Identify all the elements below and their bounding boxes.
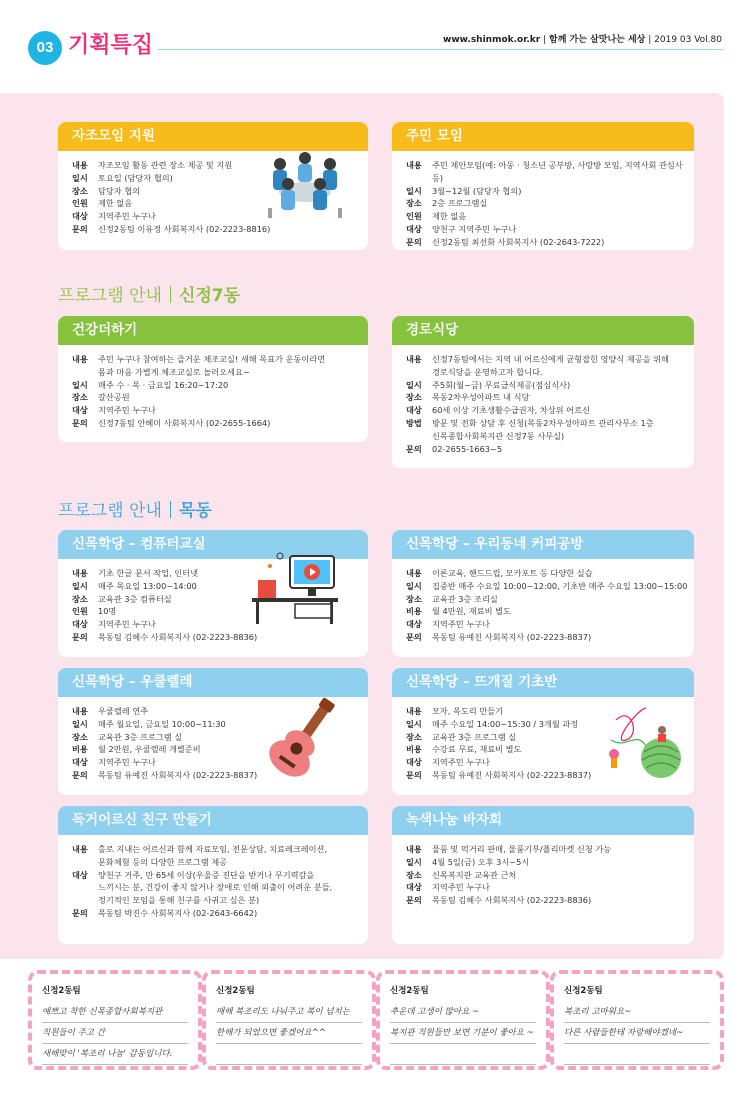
message-note bbox=[376, 970, 550, 1070]
info-row bbox=[406, 881, 694, 894]
info-row bbox=[72, 417, 368, 430]
info-key: 내용 bbox=[406, 160, 422, 170]
info-value: 지역주민 누구나 bbox=[432, 882, 490, 893]
info-value: 매주 목요일 13:00~14:00 bbox=[98, 580, 197, 591]
issue-meta: www.shinmok.or.kr | 함께 가는 살맛나는 세상 | 2019 03 Vol.80 bbox=[443, 35, 722, 45]
info-value: 목동2차우성아파트 내 식당 bbox=[432, 392, 530, 403]
info-row bbox=[406, 391, 694, 404]
info-key: 문의 bbox=[406, 236, 422, 247]
info-value: 월 2만원, 우쿨렐레 개별준비 bbox=[98, 744, 201, 755]
info-value: 홀로 지내는 어르신과 함께 자료모임, 전문상담, 치료레크레이션, 문화체험 등의 다양한 프로그램 제공 bbox=[98, 844, 328, 867]
info-key: 문의 bbox=[72, 769, 88, 780]
card-title: 녹색나눔 바자회 bbox=[392, 806, 694, 835]
yarn-ball-icon bbox=[606, 700, 690, 780]
note-line: 한해가 되었으면 좋겠어요^^ bbox=[216, 1023, 362, 1044]
info-key: 문의 bbox=[406, 631, 422, 642]
info-value: 교육관 3층 컴퓨터실 bbox=[98, 593, 172, 604]
info-value: 지역주민 누구나 bbox=[98, 619, 156, 630]
info-row bbox=[406, 631, 694, 644]
info-row bbox=[72, 631, 368, 644]
info-value: 신목복지관 교육관 근처 bbox=[432, 869, 517, 880]
message-notes bbox=[28, 970, 724, 1070]
info-row bbox=[406, 236, 694, 249]
info-key: 일시 bbox=[406, 856, 422, 867]
info-value: 교육관 3층 프로그램 실 bbox=[98, 731, 183, 742]
info-value: 60세 이상 기초생활수급권자, 차상위 어르신 bbox=[432, 405, 590, 416]
info-value: 목동팀 김혜수 사회복지사 (02-2223-8836) bbox=[98, 631, 258, 642]
page-header bbox=[0, 0, 752, 80]
info-value: 교육관 3층 프로그램 실 bbox=[432, 731, 517, 742]
info-row bbox=[406, 197, 694, 210]
card-green-bazaar bbox=[392, 806, 694, 944]
info-row bbox=[406, 843, 694, 856]
info-key: 방법 bbox=[406, 417, 422, 428]
note-title: 신정2동팀 bbox=[564, 986, 603, 996]
info-key: 내용 bbox=[406, 706, 422, 716]
info-row bbox=[406, 580, 694, 593]
info-row bbox=[72, 907, 368, 920]
info-value: 목동팀 유예진 사회복지사 (02-2223-8837) bbox=[432, 769, 592, 780]
info-key: 인원 bbox=[406, 211, 422, 222]
info-value: 목동팀 유예진 사회복지사 (02-2223-8837) bbox=[98, 769, 258, 780]
info-key: 내용 bbox=[72, 706, 88, 716]
section-title: 기획특집 bbox=[68, 33, 154, 58]
info-value: 우쿨렐레 연주 bbox=[98, 706, 149, 716]
note-line bbox=[216, 1044, 362, 1065]
info-key: 장소 bbox=[406, 392, 422, 403]
card-title: 건강더하기 bbox=[58, 316, 368, 345]
info-value: 목동팀 박진수 사회복지사 (02-2643-6642) bbox=[98, 907, 258, 918]
info-key: 장소 bbox=[406, 593, 422, 604]
section-heading-name: 목동 bbox=[178, 501, 212, 521]
card-body bbox=[392, 151, 694, 249]
info-key: 비용 bbox=[406, 606, 422, 617]
info-value: 3월~12월 (담당자 협의) bbox=[432, 185, 522, 196]
info-value: 02-2655-1663~5 bbox=[432, 443, 503, 454]
section-number-badge: 03 bbox=[28, 31, 62, 65]
section-heading-prefix: 프로그램 안내 bbox=[58, 286, 162, 306]
info-row bbox=[406, 185, 694, 198]
info-row bbox=[72, 223, 368, 236]
info-value: 지역주민 누구나 bbox=[98, 211, 156, 222]
card-body bbox=[392, 835, 694, 907]
info-key: 비용 bbox=[72, 744, 88, 755]
info-key: 대상 bbox=[406, 223, 422, 234]
info-key: 문의 bbox=[72, 907, 88, 918]
info-value: 주민 제안모임(예: 아동 · 청소년 공부방, 사랑방 모임, 지역사회 관심사 등) bbox=[432, 160, 683, 183]
card-title: 독거어르신 친구 만들기 bbox=[58, 806, 368, 835]
card-senior-dining bbox=[392, 316, 694, 468]
info-value: 이론교육, 핸드드립, 모카포트 등 다양한 실습 bbox=[432, 568, 593, 578]
info-key: 장소 bbox=[406, 198, 422, 209]
card-title: 신목학당 – 우쿨렐레 bbox=[58, 668, 368, 697]
info-value: 목동팀 김혜수 사회복지사 (02-2223-8836) bbox=[432, 895, 592, 906]
info-key: 문의 bbox=[406, 895, 422, 906]
info-key: 대상 bbox=[406, 619, 422, 630]
info-key: 일시 bbox=[406, 379, 422, 390]
info-row bbox=[406, 223, 694, 236]
info-key: 일시 bbox=[72, 718, 88, 729]
info-row bbox=[72, 869, 368, 907]
info-value: 매주 수요일 14:00~15:30 / 3개월 과정 bbox=[432, 718, 579, 729]
info-value: 매주 월요일, 금요일 10:00~11:30 bbox=[98, 718, 226, 729]
note-line: 추운데 고생이 많아요 ~ bbox=[390, 1002, 536, 1023]
info-value: 갈산공원 bbox=[98, 392, 130, 403]
card-body bbox=[392, 559, 694, 644]
info-row bbox=[406, 443, 694, 456]
info-key: 일시 bbox=[72, 172, 88, 183]
note-line: 예쁘고 착한 신목종합사회복지관 bbox=[42, 1002, 188, 1023]
note-line: 복지관 직원들만 보면 기분이 좋아요 ~ bbox=[390, 1023, 536, 1044]
message-note bbox=[550, 970, 724, 1070]
info-value: 양천구 지역주민 누구나 bbox=[432, 223, 517, 234]
info-row bbox=[72, 843, 368, 869]
info-key: 내용 bbox=[72, 354, 88, 364]
card-body bbox=[58, 345, 368, 430]
info-row bbox=[406, 869, 694, 882]
note-line: 매해 복조리도 나눠주고 복이 넘치는 bbox=[216, 1002, 362, 1023]
card-coffee-workshop bbox=[392, 530, 694, 657]
info-key: 문의 bbox=[406, 443, 422, 454]
info-key: 일시 bbox=[406, 718, 422, 729]
info-key: 문의 bbox=[72, 223, 88, 234]
info-key: 장소 bbox=[72, 593, 88, 604]
website-link[interactable]: www.shinmok.or.kr bbox=[443, 35, 541, 45]
card-title: 신목학당 – 우리동네 커피공방 bbox=[392, 530, 694, 559]
card-title: 신목학당 – 컴퓨터교실 bbox=[58, 530, 368, 559]
info-key: 장소 bbox=[72, 731, 88, 742]
info-value: 신정7동팀 안혜미 사회복지사 (02-2655-1664) bbox=[98, 417, 271, 428]
info-key: 인원 bbox=[72, 606, 88, 617]
info-key: 대상 bbox=[72, 619, 88, 630]
info-value: 신정7동팀에서는 지역 내 어르신에게 균형잡힌 영양식 제공을 위해 경로식당을 운영하고자 합니다. bbox=[432, 354, 669, 377]
note-title: 신정2동팀 bbox=[390, 986, 429, 996]
info-row bbox=[72, 391, 368, 404]
info-key: 대상 bbox=[406, 882, 422, 893]
info-value: 집중반 매주 수요일 10:00~12:00, 기초반 매주 수요일 13:00~15:00 bbox=[432, 580, 688, 591]
card-title: 자조모임 지원 bbox=[58, 122, 368, 151]
info-value: 신정2동팀 이유정 사회복지사 (02-2223-8816) bbox=[98, 223, 271, 234]
info-value: 10명 bbox=[98, 606, 117, 617]
info-value: 토요일 (담당자 협의) bbox=[98, 172, 173, 183]
card-senior-friends bbox=[58, 806, 368, 944]
info-value: 방문 및 전화 상담 후 신청(목동2차우성아파트 관리사무소 1층 신목종합사회복지관 신정7동 사무실) bbox=[432, 417, 654, 441]
info-row bbox=[406, 353, 694, 379]
slogan: 함께 가는 살맛나는 세상 bbox=[549, 35, 646, 45]
info-key: 문의 bbox=[72, 417, 88, 428]
info-key: 내용 bbox=[406, 568, 422, 578]
info-row bbox=[406, 379, 694, 392]
info-row bbox=[406, 159, 694, 185]
info-value: 담당자 협의 bbox=[98, 185, 141, 196]
info-row bbox=[72, 404, 368, 417]
info-key: 장소 bbox=[406, 869, 422, 880]
card-title: 경로식당 bbox=[392, 316, 694, 345]
section-heading-sinjeong7 bbox=[58, 285, 240, 307]
info-key: 내용 bbox=[72, 568, 88, 578]
card-health-plus bbox=[58, 316, 368, 442]
info-key: 내용 bbox=[406, 844, 422, 854]
card-body bbox=[58, 835, 368, 920]
info-value: 신정2동팀 최선화 사회복지사 (02-2643-7222) bbox=[432, 236, 605, 247]
info-key: 대상 bbox=[406, 757, 422, 768]
info-row bbox=[406, 894, 694, 907]
info-value: 물품 및 먹거리 판매, 물품기부/플리마켓 신청 가능 bbox=[432, 844, 612, 854]
issue-label: 2019 03 Vol.80 bbox=[654, 35, 722, 45]
info-key: 비용 bbox=[406, 744, 422, 755]
info-key: 문의 bbox=[72, 631, 88, 642]
info-key: 내용 bbox=[406, 354, 422, 364]
note-line: 복조리 고마워요~ bbox=[564, 1002, 710, 1023]
info-key: 대상 bbox=[72, 211, 88, 222]
info-row bbox=[406, 417, 694, 443]
info-value: 월 4만원, 재료비 별도 bbox=[432, 606, 511, 617]
info-value: 지역주민 누구나 bbox=[432, 619, 490, 630]
info-value: 2층 프로그램실 bbox=[432, 198, 488, 209]
info-key: 문의 bbox=[406, 769, 422, 780]
meeting-people-icon bbox=[260, 150, 350, 220]
computer-desk-icon bbox=[250, 548, 340, 628]
info-value: 지역주민 누구나 bbox=[98, 405, 156, 416]
card-title: 주민 모임 bbox=[392, 122, 694, 151]
info-value: 지역주민 누구나 bbox=[432, 757, 490, 768]
note-line: 새해맞이 '복조리 나눔' 감동입니다. bbox=[42, 1044, 188, 1065]
info-value: 지역주민 누구나 bbox=[98, 757, 156, 768]
info-row bbox=[406, 618, 694, 631]
info-value: 제한 없음 bbox=[98, 198, 133, 209]
info-row bbox=[406, 567, 694, 580]
info-value: 자조모임 활동 관련 장소 제공 및 지원 bbox=[98, 160, 233, 170]
info-row bbox=[406, 856, 694, 869]
info-key: 대상 bbox=[72, 757, 88, 768]
info-row bbox=[72, 379, 368, 392]
info-row bbox=[406, 210, 694, 223]
info-key: 내용 bbox=[72, 160, 88, 170]
note-line: 직원들이 주고 간 bbox=[42, 1023, 188, 1044]
info-value: 제한 없음 bbox=[432, 211, 467, 222]
info-value: 모자, 목도리 만들기 bbox=[432, 706, 504, 716]
info-value: 목동팀 유예진 사회복지사 (02-2223-8837) bbox=[432, 631, 592, 642]
card-title: 신목학당 – 뜨개질 기초반 bbox=[392, 668, 694, 697]
info-row bbox=[406, 404, 694, 417]
card-resident-meeting bbox=[392, 122, 694, 250]
info-row bbox=[72, 353, 368, 379]
note-title: 신정2동팀 bbox=[42, 986, 81, 996]
info-key: 일시 bbox=[72, 580, 88, 591]
note-line: 다른 사람들한테 자랑해야겠네~ bbox=[564, 1023, 710, 1044]
info-key: 장소 bbox=[72, 392, 88, 403]
info-value: 4월 5일(금) 오후 3시~5시 bbox=[432, 856, 530, 867]
info-value: 매주 수 · 목 · 금요일 16:20~17:20 bbox=[98, 379, 229, 390]
info-row bbox=[406, 605, 694, 618]
info-key: 인원 bbox=[72, 198, 88, 209]
section-heading-prefix: 프로그램 안내 bbox=[58, 501, 162, 521]
header-divider bbox=[158, 49, 724, 50]
info-value: 주5회(월~금) 무료급식제공(점심식사) bbox=[432, 379, 571, 390]
info-row bbox=[406, 593, 694, 606]
info-key: 일시 bbox=[72, 379, 88, 390]
note-title: 신정2동팀 bbox=[216, 986, 255, 996]
info-key: 장소 bbox=[406, 731, 422, 742]
info-key: 장소 bbox=[72, 185, 88, 196]
section-heading-name: 신정7동 bbox=[178, 286, 241, 306]
info-value: 주민 누구나 참여하는 즐거운 체조교실! 새해 목표가 운동이라면 몸과 마음 가볍게 체조교실로 놀러오세요~ bbox=[98, 354, 326, 377]
info-key: 내용 bbox=[72, 844, 88, 854]
info-value: 수강료 무료, 재료비 별도 bbox=[432, 744, 522, 755]
note-line bbox=[390, 1044, 536, 1065]
info-value: 교육관 3층 조리실 bbox=[432, 593, 498, 604]
ukulele-icon bbox=[256, 706, 346, 778]
note-line bbox=[564, 1044, 710, 1065]
info-key: 일시 bbox=[406, 580, 422, 591]
card-body bbox=[392, 345, 694, 455]
info-key: 대상 bbox=[406, 405, 422, 416]
info-key: 대상 bbox=[72, 405, 88, 416]
info-value: 양천구 거주, 만 65세 이상(우울증 진단을 받거나 무기력감을 느끼시는 분, 건강이 좋지 않거나 장애로 인해 외출이 어려운 분들, 정기적인 모임을 통해 친구를 사귀고 싶은 분) bbox=[98, 869, 333, 906]
info-value: 기초 한글 문서 작업, 인터넷 bbox=[98, 568, 199, 578]
message-note bbox=[28, 970, 202, 1070]
info-key: 대상 bbox=[72, 869, 88, 880]
info-key: 일시 bbox=[406, 185, 422, 196]
message-note bbox=[202, 970, 376, 1070]
section-heading-mokdong bbox=[58, 500, 212, 522]
